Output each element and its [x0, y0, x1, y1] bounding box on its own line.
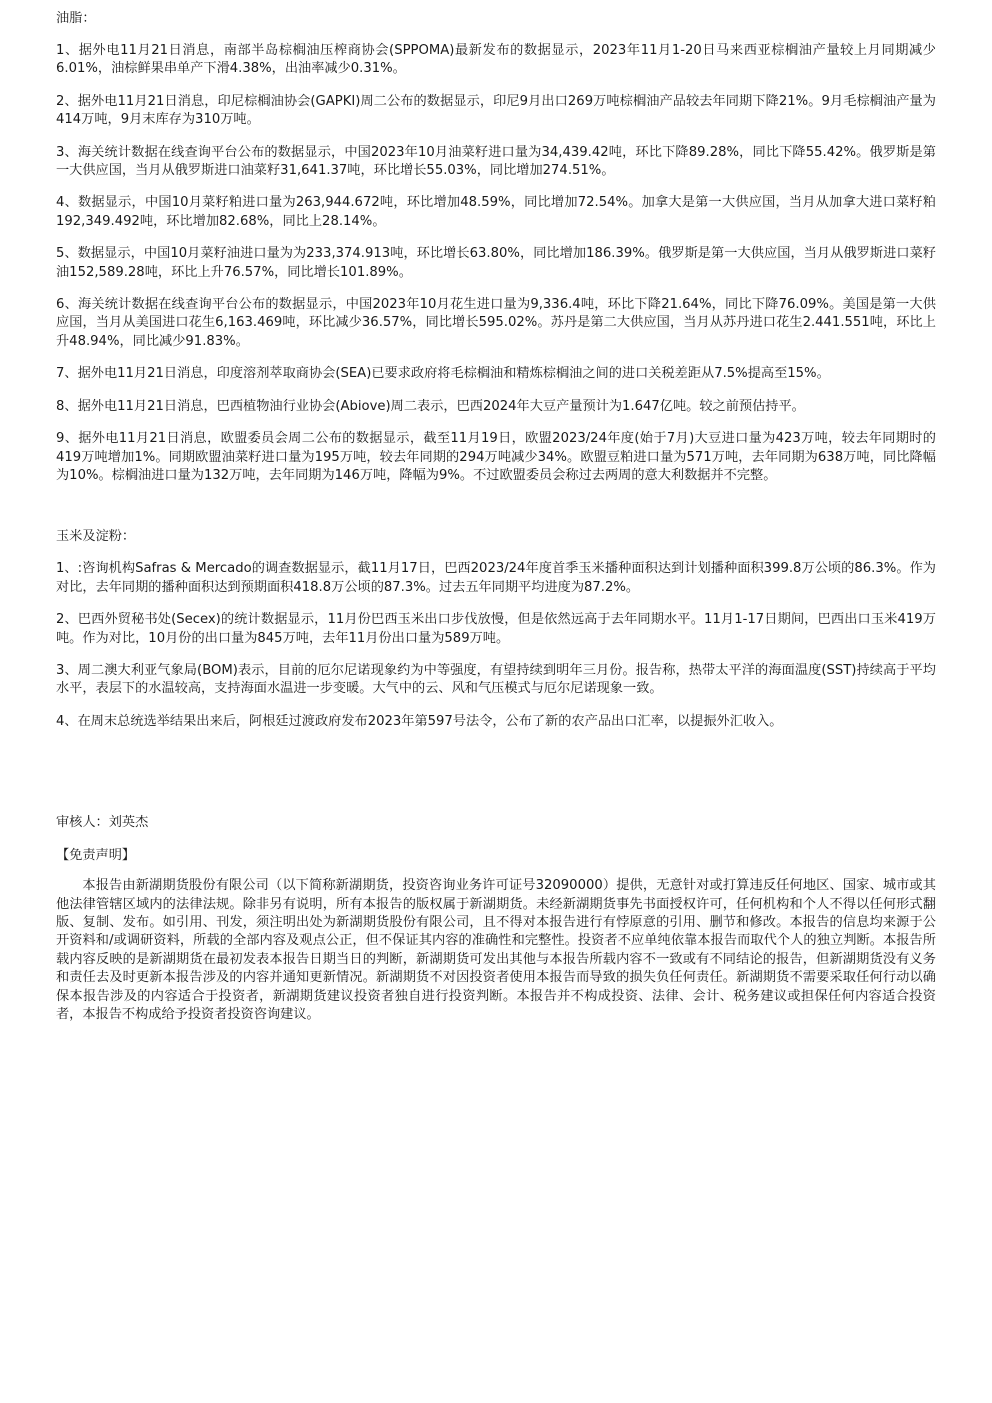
news-item: 5、数据显示，中国10月菜籽油进口量为为233,374.913吨，环比增长63.80%，同比增加186.39%。俄罗斯是第一大供应国，当月从俄罗斯进口菜籽油152,589.28吨，环比上升76.57%，同比增长101.89%。 — [56, 246, 936, 280]
section-spacer — [56, 499, 936, 527]
disclaimer — [56, 846, 936, 1024]
news-item: 1、:咨询机构Safras & Mercado的调查数据显示，截11月17日，巴西2023/24年度首季玉米播种面积达到计划播种面积399.8万公顷的86.3%。作为对比，去年同期的播种面积达到预期面积418.8万公顷的87.3%。过去五年同期平均进度为87.2%。 — [56, 561, 936, 595]
disclaimer-title: 【免责声明】 — [56, 848, 136, 864]
news-item: 3、周二澳大利亚气象局(BOM)表示，目前的厄尔尼诺现象约为中等强度，有望持续到明年三月份。报告称，热带太平洋的海面温度(SST)持续高于平均水平，表层下的水温较高，支持海面水温进一步变暖。大气中的云、风和气压模式与厄尔尼诺现象一致。 — [56, 662, 936, 697]
section-title: 玉米及淀粉： — [56, 529, 136, 545]
reviewer-line: 审核人：刘英杰 — [56, 815, 149, 831]
news-item: 4、在周末总统选举结果出来后，阿根廷过渡政府发布2023年第597号法令，公布了新的农产品出口汇率，以提振外汇收入。 — [56, 713, 783, 729]
news-item: 8、据外电11月21日消息，巴西植物油行业协会(Abiove)周二表示，巴西2024年大豆产量预计为1.647亿吨。较之前预估持平。 — [56, 398, 805, 414]
section-title: 油脂： — [56, 11, 96, 26]
news-item: 6、海关统计数据在线查询平台公布的数据显示，中国2023年10月花生进口量为9,336.4吨，环比下降21.64%，同比下降76.09%。美国是第一大供应国，当月从美国进口花生6,163.469吨，环比减少36.57%，同比增长595.02%。苏丹是第二大供应国，当月从苏丹进口花生2.441.551吨，环比上升48.94%，同比减少91.83%。 — [56, 297, 936, 349]
news-item: 2、巴西外贸秘书处(Secex)的统计数据显示，11月份巴西玉米出口步伐放慢，但是依然远高于去年同期水平。11月1-17日期间，巴西出口玉米419万吨。作为对比，10月份的出口量为845万吨，去年11月份出口量为589万吨。 — [56, 612, 936, 646]
disclaimer-body: 本报告由新湖期货股份有限公司（以下简称新湖期货，投资咨询业务许可证号32090000）提供，无意针对或打算违反任何地区、国家、城市或其他法律管辖区域内的法律法规。除非另有说明，所有本报告的版权属于新湖期货。未经新湖期货事先书面授权许可，任何机构和个人不得以任何形式翻版、复制、发布。如引用、刊发，须注明出处为新湖期货股份有限公司，且不得对本报告进行有悖原意的引用、删节和修改。本报告的信息均来源于公开资料和/或调研资料，所载的全部内容及观点公正，但不保证其内容的准确性和完整性。投资者不应单纯依靠本报告而取代个人的独立判断。本报告所载内容反映的是新湖期货在最初发表本报告日期当日的判断，新湖期货可发出其他与本报告所载内容不一致或有不同结论的报告，但新湖期货没有义务和责任去及时更新本报告涉及的内容并通知更新情况。新湖期货不对因投资者使用本报告而导致的损失负任何责任。新湖期货不需要采取任何行动以确保本报告涉及的内容适合于投资者，新湖期货建议投资者独自进行投资判断。本报告并不构成投资、法律、会计、税务建议或担保任何内容适合投资者，本报告不构成给予投资者投资咨询建议。 — [56, 878, 936, 1022]
news-item: 2、据外电11月21日消息，印尼棕榈油协会(GAPKI)周二公布的数据显示，印尼9月出口269万吨棕榈油产品较去年同期下降21%。9月毛棕榈油产量为414万吨，9月末库存为310万吨。 — [56, 93, 936, 128]
news-item: 1、据外电11月21日消息，南部半岛棕榈油压榨商协会(SPPOMA)最新发布的数据显示，2023年11月1-20日马来西亚棕榈油产量较上月同期减少6.01%，油棕鲜果串单产下滑4.38%，出油率减少0.31%。 — [56, 43, 936, 77]
news-item: 7、据外电11月21日消息，印度溶剂萃取商协会(SEA)已要求政府将毛棕榈油和精炼棕榈油之间的进口关税差距从7.5%提高至15%。 — [56, 366, 830, 382]
section-corn-starch — [56, 527, 936, 731]
news-item: 9、据外电11月21日消息，欧盟委员会周二公布的数据显示，截至11月19日，欧盟2023/24年度(始于7月)大豆进口量为423万吨，较去年同期时的419万吨增加1%。同期欧盟油菜籽进口量为195万吨，较去年同期的294万吨减少34%。欧盟豆粕进口量为571万吨，去年同期为638万吨，同比降幅为10%。棕榈油进口量为132万吨，去年同期为146万吨，降幅为9%。不过欧盟委员会称过去两周的意大利数据并不完整。 — [56, 431, 936, 483]
section-oils — [56, 9, 936, 485]
news-item: 4、数据显示，中国10月菜籽粕进口量为263,944.672吨，环比增加48.59%，同比增加72.54%。加拿大是第一大供应国，当月从加拿大进口菜籽粕192,349.492吨，环比增加82.68%，同比上28.14%。 — [56, 195, 936, 229]
news-item: 3、海关统计数据在线查询平台公布的数据显示，中国2023年10月油菜籽进口量为34,439.42吨，环比下降89.28%，同比下降55.42%。俄罗斯是第一大供应国，当月从俄罗斯进口油菜籽31,641.37吨，环比增长55.03%，同比增加274.51%。 — [56, 144, 936, 179]
